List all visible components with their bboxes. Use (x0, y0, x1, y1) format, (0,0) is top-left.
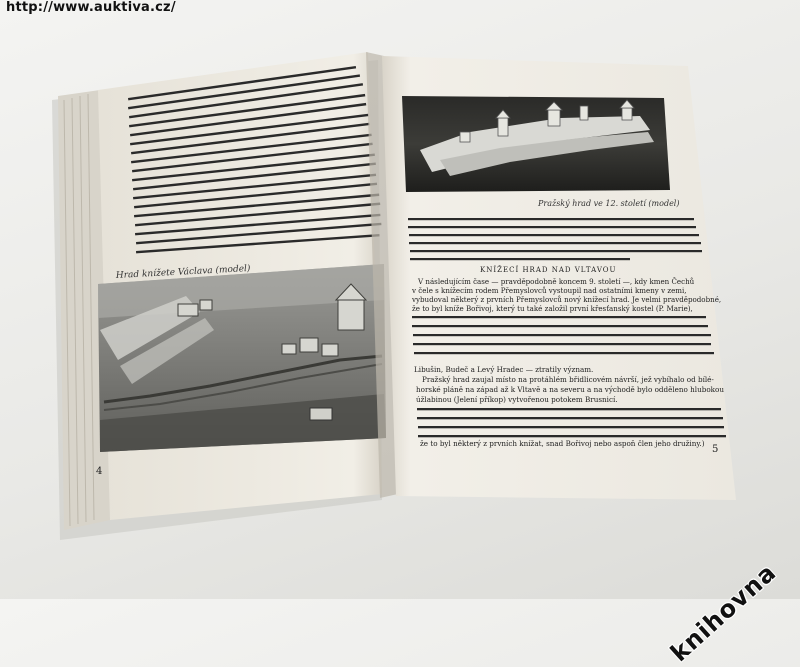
text-line: úžlabinou (Jelení příkop) vytvořenou potokem Brusnicí. (416, 395, 618, 404)
right-page-text-lines (411, 277, 721, 313)
watermark-url: http://www.auktiva.cz/ (6, 0, 176, 15)
right-page-number: 5 (712, 444, 719, 455)
right-page-caption: Pražský hrad ve 12. století (model) (538, 199, 680, 208)
text-line: horské pláně na západ až k Vltavě a na severu a na východě bylo odděleno hlubokou (416, 385, 724, 394)
knihovna-watermark: knihovna (665, 558, 782, 667)
text-line: v čele s knížecím rodem Přemyslovců vystoupil nad ostatními kmeny v zemi, (412, 286, 687, 295)
castle-model-photo (98, 264, 386, 452)
text-line: Pražský hrad zaujal místo na protáhlém břidlicovém návrší, jež vybíhalo od bílé- (422, 375, 714, 384)
text-line: že to byl kníže Bořivoj, který tu také založil první křesťanský kostel (P. Marie), (412, 304, 693, 313)
text-line: že to byl některý z prvních knížat, snad Bořivoj nebo aspoň člen jeho družiny.) (420, 439, 705, 448)
left-page-number: 4 (96, 466, 103, 477)
left-page-caption: Hrad knížete Václava (model) (115, 263, 251, 281)
text-line: Libušin, Budeč a Levý Hradec — ztratily význam. (414, 365, 594, 374)
text-line: V následujícím čase — pravděpodobně koncem 9. století —, kdy kmen Čechů (418, 277, 695, 286)
text-line: vybudoval některý z prvních Přemyslovců nový knížecí hrad. Je velmi pravděpodobné, (412, 295, 722, 304)
section-heading: KNÍŽECÍ HRAD NAD VLTAVOU (480, 266, 617, 274)
prague-castle-model-photo (402, 96, 670, 192)
